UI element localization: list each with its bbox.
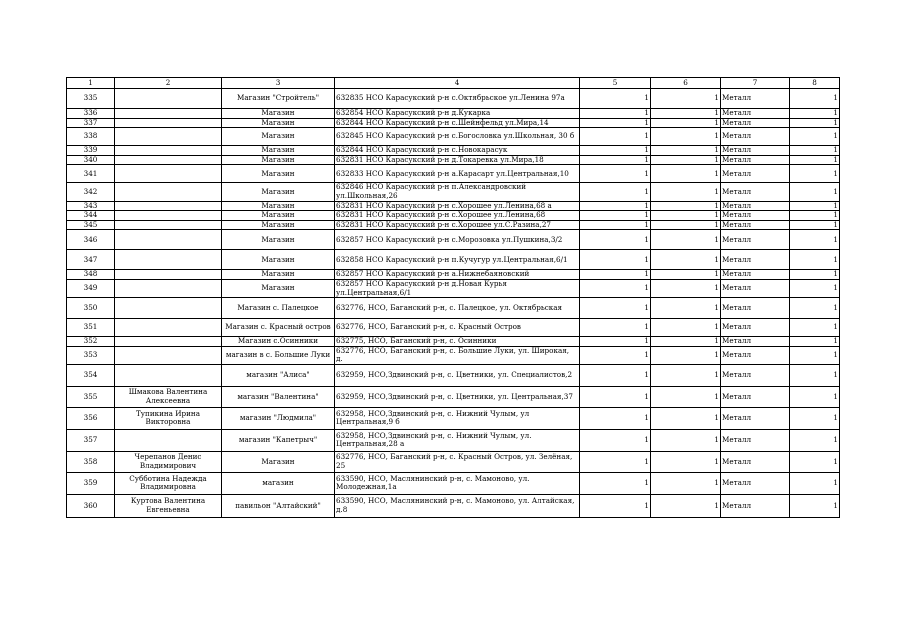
header-cell: 8 [790, 78, 840, 89]
object-name: павильон "Алтайский" [222, 494, 335, 517]
object-name: Магазин [222, 220, 335, 230]
owner-name [115, 220, 222, 230]
col5-value: 1 [580, 250, 651, 270]
object-name: Магазин [222, 165, 335, 183]
row-number: 340 [67, 155, 115, 165]
address: 632959, НСО,Здвинский р-н, с. Цветники, ул. Центральная,37 [335, 386, 580, 407]
object-name: Магазин [222, 155, 335, 165]
table-row [67, 211, 840, 221]
address: 632858 НСО Карасукский р-н п.Кучугур ул.Центральная,6/1 [335, 250, 580, 270]
owner-name: Куртова Валентина Евгеньевна [115, 494, 222, 517]
owner-name [115, 250, 222, 270]
col6-value: 1 [651, 128, 721, 146]
col6-value: 1 [651, 346, 721, 364]
col8-value: 1 [790, 270, 840, 280]
object-name: Магазин с. Палецкое [222, 298, 335, 319]
address: 632833 НСО Карасукский р-н а.Карасарт ул.Центральная,10 [335, 165, 580, 183]
address: 632844 НСО Карасукский р-н с.Шейнфельд ул.Мира,14 [335, 118, 580, 128]
col6-value: 1 [651, 319, 721, 337]
col6-value: 1 [651, 386, 721, 407]
col6-value: 1 [651, 118, 721, 128]
owner-name [115, 298, 222, 319]
table-row [67, 279, 840, 297]
col6-value: 1 [651, 279, 721, 297]
col6-value: 1 [651, 211, 721, 221]
row-number: 354 [67, 364, 115, 386]
table-row [67, 472, 840, 494]
material: Металл [721, 128, 790, 146]
material: Металл [721, 298, 790, 319]
col6-value: 1 [651, 183, 721, 201]
col5-value: 1 [580, 89, 651, 109]
address: 632776, НСО, Баганский р-н, с. Красный Остров, ул. Зелёная, 25 [335, 451, 580, 472]
col8-value: 1 [790, 429, 840, 451]
col8-value: 1 [790, 298, 840, 319]
address: 632844 НСО Карасукский р-н с.Новокарасук [335, 146, 580, 156]
col8-value: 1 [790, 319, 840, 337]
row-number: 356 [67, 407, 115, 429]
col6-value: 1 [651, 89, 721, 109]
material: Металл [721, 337, 790, 347]
address: 632845 НСО Карасукский р-н с.Богословка ул.Школьная, 30 б [335, 128, 580, 146]
col6-value: 1 [651, 109, 721, 119]
row-number: 353 [67, 346, 115, 364]
owner-name [115, 146, 222, 156]
header-row [67, 78, 840, 89]
address: 632835 НСО Карасукский р-н с.Октябрьское ул.Ленина 97а [335, 89, 580, 109]
col8-value: 1 [790, 407, 840, 429]
header-cell: 3 [222, 78, 335, 89]
table-row [67, 270, 840, 280]
col8-value: 1 [790, 165, 840, 183]
table-row [67, 128, 840, 146]
col5-value: 1 [580, 279, 651, 297]
material: Металл [721, 250, 790, 270]
object-name: Магазин [222, 109, 335, 119]
col5-value: 1 [580, 230, 651, 250]
address: 632775, НСО, Баганский р-н, с. Осинники [335, 337, 580, 347]
object-name: Магазин [222, 230, 335, 250]
material: Металл [721, 472, 790, 494]
owner-name [115, 279, 222, 297]
address: 632776, НСО, Баганский р-н, с. Палецкое, ул. Октябрьская [335, 298, 580, 319]
address: 633590, НСО, Маслянинский р-н, с. Мамоново, ул. Алтайская, д.8 [335, 494, 580, 517]
table-row [67, 337, 840, 347]
table-row [67, 220, 840, 230]
owner-name [115, 118, 222, 128]
table-row [67, 451, 840, 472]
table-row [67, 494, 840, 517]
owner-name [115, 201, 222, 211]
col5-value: 1 [580, 118, 651, 128]
owner-name [115, 429, 222, 451]
col6-value: 1 [651, 146, 721, 156]
table-row [67, 429, 840, 451]
row-number: 345 [67, 220, 115, 230]
material: Металл [721, 146, 790, 156]
table-row [67, 155, 840, 165]
col5-value: 1 [580, 407, 651, 429]
material: Металл [721, 364, 790, 386]
table-row [67, 89, 840, 109]
owner-name [115, 319, 222, 337]
col8-value: 1 [790, 250, 840, 270]
col5-value: 1 [580, 220, 651, 230]
owner-name [115, 109, 222, 119]
col8-value: 1 [790, 494, 840, 517]
col5-value: 1 [580, 337, 651, 347]
table-row [67, 109, 840, 119]
row-number: 336 [67, 109, 115, 119]
material: Металл [721, 319, 790, 337]
object-name: магазин [222, 472, 335, 494]
row-number: 359 [67, 472, 115, 494]
table-row [67, 319, 840, 337]
header-cell: 5 [580, 78, 651, 89]
owner-name: Субботина Надежда Владимировна [115, 472, 222, 494]
owner-name [115, 270, 222, 280]
object-name: магазин "Людмила" [222, 407, 335, 429]
owner-name [115, 337, 222, 347]
col5-value: 1 [580, 109, 651, 119]
object-name: магазин "Капетрыч" [222, 429, 335, 451]
header-cell: 7 [721, 78, 790, 89]
table-row [67, 298, 840, 319]
material: Металл [721, 451, 790, 472]
row-number: 338 [67, 128, 115, 146]
address: 632776, НСО, Баганский р-н, с. Красный Остров [335, 319, 580, 337]
col8-value: 1 [790, 220, 840, 230]
row-number: 339 [67, 146, 115, 156]
col5-value: 1 [580, 128, 651, 146]
table-row [67, 118, 840, 128]
col8-value: 1 [790, 109, 840, 119]
table-row [67, 364, 840, 386]
address: 632831 НСО Карасукский р-н с.Хорошее ул.С.Разина,27 [335, 220, 580, 230]
object-name: Магазин с.Осинники [222, 337, 335, 347]
col8-value: 1 [790, 279, 840, 297]
col8-value: 1 [790, 472, 840, 494]
col6-value: 1 [651, 201, 721, 211]
owner-name: Шмакова Валентина Алексеевна [115, 386, 222, 407]
material: Металл [721, 429, 790, 451]
col6-value: 1 [651, 155, 721, 165]
col5-value: 1 [580, 346, 651, 364]
row-number: 355 [67, 386, 115, 407]
col5-value: 1 [580, 429, 651, 451]
col8-value: 1 [790, 89, 840, 109]
owner-name [115, 230, 222, 250]
material: Металл [721, 211, 790, 221]
header-cell: 4 [335, 78, 580, 89]
col6-value: 1 [651, 220, 721, 230]
col5-value: 1 [580, 201, 651, 211]
row-number: 351 [67, 319, 115, 337]
col8-value: 1 [790, 337, 840, 347]
address: 632958, НСО,Здвинский р-н, с. Нижний Чулым, ул. Центральная,28 а [335, 429, 580, 451]
object-name: Магазин [222, 201, 335, 211]
object-name: магазин в с. Большие Луки [222, 346, 335, 364]
address: 632846 НСО Карасукский р-н п.Александровский ул.Школьная,26 [335, 183, 580, 201]
table-row [67, 146, 840, 156]
material: Металл [721, 201, 790, 211]
col8-value: 1 [790, 155, 840, 165]
col5-value: 1 [580, 494, 651, 517]
owner-name: Тупикина Ирина Викторовна [115, 407, 222, 429]
row-number: 344 [67, 211, 115, 221]
object-name: Магазин [222, 211, 335, 221]
material: Металл [721, 109, 790, 119]
address: 632857 НСО Карасукский р-н д.Новая Курья ул.Центральная,6/1 [335, 279, 580, 297]
table-row [67, 201, 840, 211]
row-number: 343 [67, 201, 115, 211]
object-name: Магазин [222, 279, 335, 297]
col8-value: 1 [790, 201, 840, 211]
col8-value: 1 [790, 230, 840, 250]
col6-value: 1 [651, 494, 721, 517]
owner-name: Черепанов Денис Владимирович [115, 451, 222, 472]
owner-name [115, 211, 222, 221]
material: Металл [721, 155, 790, 165]
col6-value: 1 [651, 165, 721, 183]
table-row [67, 386, 840, 407]
material: Металл [721, 270, 790, 280]
col5-value: 1 [580, 270, 651, 280]
table-row [67, 346, 840, 364]
material: Металл [721, 346, 790, 364]
col5-value: 1 [580, 211, 651, 221]
address: 632857 НСО Карасукский р-н а.Нижнебаяновский [335, 270, 580, 280]
object-name: Магазин [222, 118, 335, 128]
row-number: 360 [67, 494, 115, 517]
table-body [67, 78, 840, 518]
row-number: 358 [67, 451, 115, 472]
row-number: 352 [67, 337, 115, 347]
col8-value: 1 [790, 364, 840, 386]
object-name: магазин "Алиса" [222, 364, 335, 386]
table-row [67, 230, 840, 250]
col5-value: 1 [580, 472, 651, 494]
col8-value: 1 [790, 386, 840, 407]
col8-value: 1 [790, 146, 840, 156]
address: 632831 НСО Карасукский р-н с.Хорошее ул.Ленина,68 а [335, 201, 580, 211]
row-number: 346 [67, 230, 115, 250]
address: 632831 НСО Карасукский р-н с.Хорошее ул.Ленина,68 [335, 211, 580, 221]
owner-name [115, 183, 222, 201]
col8-value: 1 [790, 211, 840, 221]
address: 632776, НСО, Баганский р-н, с. Большие Луки, ул. Широкая, д. [335, 346, 580, 364]
address: 632854 НСО Карасукский р-н д.Кукарка [335, 109, 580, 119]
row-number: 347 [67, 250, 115, 270]
object-name: Магазин с. Красный остров [222, 319, 335, 337]
col6-value: 1 [651, 298, 721, 319]
header-cell: 6 [651, 78, 721, 89]
address: 633590, НСО, Маслянинский р-н, с. Мамоново, ул. Молодежная,1а [335, 472, 580, 494]
col6-value: 1 [651, 270, 721, 280]
col5-value: 1 [580, 319, 651, 337]
address: 632831 НСО Карасукский р-н д.Токаревка ул.Мира,18 [335, 155, 580, 165]
col5-value: 1 [580, 386, 651, 407]
owner-name [115, 89, 222, 109]
registry-table [66, 77, 840, 518]
row-number: 342 [67, 183, 115, 201]
row-number: 350 [67, 298, 115, 319]
material: Металл [721, 494, 790, 517]
object-name: Магазин [222, 451, 335, 472]
header-cell: 2 [115, 78, 222, 89]
object-name: Магазин [222, 250, 335, 270]
object-name: Магазин "Стройтель" [222, 89, 335, 109]
col6-value: 1 [651, 230, 721, 250]
object-name: Магазин [222, 270, 335, 280]
col6-value: 1 [651, 407, 721, 429]
col5-value: 1 [580, 155, 651, 165]
address: 632959, НСО,Здвинский р-н, с. Цветники, ул. Специалистов,2 [335, 364, 580, 386]
col5-value: 1 [580, 364, 651, 386]
row-number: 337 [67, 118, 115, 128]
material: Металл [721, 386, 790, 407]
material: Металл [721, 220, 790, 230]
table-row [67, 407, 840, 429]
col5-value: 1 [580, 298, 651, 319]
object-name: магазин "Валентина" [222, 386, 335, 407]
material: Металл [721, 183, 790, 201]
material: Металл [721, 89, 790, 109]
col6-value: 1 [651, 364, 721, 386]
col8-value: 1 [790, 183, 840, 201]
table-row [67, 165, 840, 183]
col8-value: 1 [790, 451, 840, 472]
material: Металл [721, 118, 790, 128]
material: Металл [721, 407, 790, 429]
material: Металл [721, 230, 790, 250]
owner-name [115, 165, 222, 183]
col5-value: 1 [580, 451, 651, 472]
material: Металл [721, 165, 790, 183]
table-row [67, 183, 840, 201]
col8-value: 1 [790, 128, 840, 146]
col6-value: 1 [651, 472, 721, 494]
address: 632958, НСО,Здвинский р-н, с. Нижний Чулым, ул Центральная,9 б [335, 407, 580, 429]
row-number: 357 [67, 429, 115, 451]
material: Металл [721, 279, 790, 297]
object-name: Магазин [222, 128, 335, 146]
object-name: Магазин [222, 183, 335, 201]
owner-name [115, 364, 222, 386]
row-number: 335 [67, 89, 115, 109]
col5-value: 1 [580, 165, 651, 183]
col8-value: 1 [790, 118, 840, 128]
col6-value: 1 [651, 451, 721, 472]
col5-value: 1 [580, 183, 651, 201]
owner-name [115, 346, 222, 364]
object-name: Магазин [222, 146, 335, 156]
col5-value: 1 [580, 146, 651, 156]
row-number: 341 [67, 165, 115, 183]
col6-value: 1 [651, 250, 721, 270]
col8-value: 1 [790, 346, 840, 364]
owner-name [115, 128, 222, 146]
address: 632857 НСО Карасукский р-н с.Морозовка ул.Пушкина,3/2 [335, 230, 580, 250]
col6-value: 1 [651, 337, 721, 347]
row-number: 349 [67, 279, 115, 297]
row-number: 348 [67, 270, 115, 280]
col6-value: 1 [651, 429, 721, 451]
header-cell: 1 [67, 78, 115, 89]
table-row [67, 250, 840, 270]
owner-name [115, 155, 222, 165]
